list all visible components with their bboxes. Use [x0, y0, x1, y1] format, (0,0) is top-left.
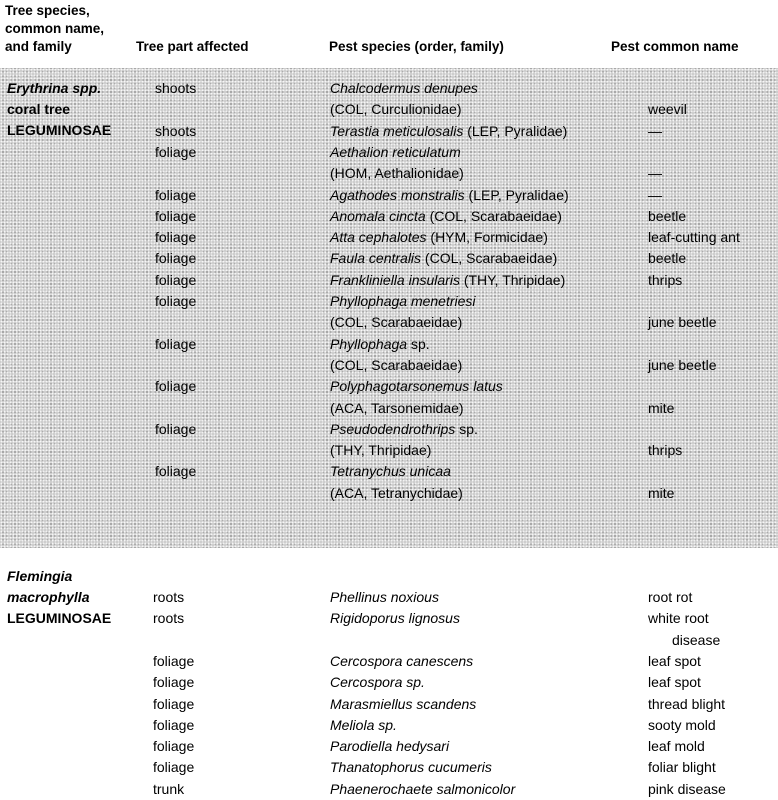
table-row — [0, 483, 778, 504]
table-row — [0, 185, 778, 206]
pest-species-name: Aethalion reticulatum — [330, 143, 461, 160]
tree-part-cell: foliage — [153, 759, 195, 776]
pest-species-cell — [330, 78, 478, 99]
pest-common-name-cell: leaf spot — [648, 674, 701, 691]
table-row — [0, 376, 778, 397]
header-pest-species: Pest species (order, family) — [329, 39, 504, 54]
table-row — [0, 398, 778, 419]
pest-common-name-cell: sooty mold — [648, 716, 716, 733]
table-row — [0, 227, 778, 248]
header-tree-species-line1: Tree species, — [5, 3, 90, 18]
pest-species-cell — [330, 461, 451, 482]
pest-common-name-cell: pink disease — [648, 780, 726, 797]
table-row — [0, 694, 778, 715]
table-row — [0, 206, 778, 227]
table-row — [0, 121, 778, 142]
pest-species-name: Atta cephalotes — [330, 229, 427, 246]
pest-common-name-cell: beetle — [648, 250, 687, 267]
pest-species-cell: Thanatophorus cucumeris — [330, 759, 492, 776]
table-row — [0, 757, 778, 778]
header-tree-species-line3: and family — [5, 39, 72, 54]
pest-species-cell — [330, 248, 557, 269]
pest-common-name-cell: foliar blight — [648, 759, 716, 776]
tree-part-cell: foliage — [155, 271, 197, 288]
table-row — [0, 779, 778, 800]
pest-species-name: Phyllophaga — [330, 335, 408, 352]
table-row — [0, 587, 778, 608]
pest-common-name-cell: beetle — [648, 207, 687, 224]
tree-part-cell: foliage — [155, 378, 197, 395]
tree-part-cell: foliage — [153, 716, 195, 733]
pest-order-family: (HYM, Formicidae) — [426, 229, 548, 246]
flemingia-species-line1: Flemingia — [7, 568, 73, 584]
pest-order-family: (THY, Thripidae) — [330, 442, 432, 459]
pest-species-cell — [330, 419, 478, 440]
pest-species-cell — [330, 355, 462, 376]
pest-order-family: (COL, Scarabaeidae) — [421, 250, 558, 267]
erythrina-common-name: coral tree — [7, 101, 71, 117]
pest-order-family: (COL, Scarabaeidae) — [330, 356, 463, 373]
tree-part-cell: foliage — [155, 335, 197, 352]
table-row — [0, 99, 778, 120]
pest-species-cell — [330, 227, 548, 248]
tree-part-cell: foliage — [155, 229, 197, 246]
pest-species-cell — [330, 270, 565, 291]
erythrina-family: LEGUMINOSAE — [7, 122, 112, 138]
tree-part-cell: foliage — [153, 695, 195, 712]
table-row — [0, 651, 778, 672]
pest-common-name-cell: — — [648, 186, 662, 203]
table-row — [0, 419, 778, 440]
header-tree-species-line2: common name, — [5, 21, 105, 36]
table-row — [0, 461, 778, 482]
tree-part-cell: foliage — [155, 186, 197, 203]
pest-order-family: (ACA, Tarsonemidae) — [330, 399, 464, 416]
header-tree-part: Tree part affected — [136, 39, 249, 54]
pest-species-cell: Phellinus noxious — [330, 589, 439, 605]
table-row — [0, 248, 778, 269]
table-row — [0, 270, 778, 291]
table-row — [0, 736, 778, 757]
pest-species-name: Polyphagotarsonemus latus — [330, 378, 503, 395]
pest-species-cell — [330, 398, 464, 419]
header-tree-species — [5, 2, 135, 56]
pest-common-name-cell: thrips — [648, 442, 683, 459]
pest-species-name: Tetranychus unicaa — [330, 463, 451, 480]
tree-part-cell: foliage — [153, 674, 195, 691]
pest-species-cell: Rigidoporus lignosus — [330, 610, 460, 627]
flemingia-family: LEGUMINOSAE — [7, 610, 112, 626]
pest-common-name-cell: mite — [648, 399, 675, 416]
pest-order-family: (HOM, Aethalionidae) — [330, 165, 464, 182]
pest-species-name: Chalcodermus denupes — [330, 80, 478, 96]
pest-common-name-cell: — — [648, 122, 662, 139]
pest-species-cell — [330, 334, 430, 355]
pest-order-family: (LEP, Pyralidae) — [464, 186, 569, 203]
tree-part-cell: foliage — [155, 420, 197, 437]
pest-common-name-cell: leaf mold — [648, 738, 705, 755]
tree-part-cell: foliage — [153, 738, 195, 755]
tree-part-cell: foliage — [155, 207, 197, 224]
pest-species-cell: Meliola sp. — [330, 716, 397, 733]
pest-species-cell — [330, 376, 503, 397]
pest-common-name-cell: thrips — [648, 271, 683, 288]
table-row — [0, 78, 778, 99]
pest-species-cell — [330, 206, 562, 227]
pest-order-family: (COL, Scarabaeidae) — [425, 207, 562, 224]
tree-part-cell: foliage — [155, 463, 197, 480]
flemingia-species-line2: macrophylla — [7, 589, 90, 605]
table-row — [0, 672, 778, 693]
table-row — [0, 440, 778, 461]
pest-order-family: (LEP, Pyralidae) — [463, 122, 568, 139]
pest-species-cell — [330, 291, 476, 312]
tree-part-cell: trunk — [153, 780, 185, 797]
table-row — [0, 355, 778, 376]
pest-common-name-cell: june beetle — [648, 314, 717, 331]
pest-common-name-cell: disease — [672, 631, 721, 648]
pest-common-name-cell: june beetle — [648, 356, 717, 373]
tree-part-cell: foliage — [155, 293, 197, 309]
tree-part-cell: foliage — [155, 250, 197, 267]
pest-common-name-cell: thread blight — [648, 695, 726, 712]
pest-species-cell — [330, 121, 567, 142]
header-pest-common: Pest common name — [611, 39, 739, 54]
pest-species-cell — [330, 312, 462, 333]
pest-species-cell — [330, 185, 569, 206]
pest-species-cell — [330, 99, 462, 120]
pest-common-name-cell: leaf spot — [648, 652, 701, 669]
pest-species-cell — [330, 163, 464, 184]
pest-species-name: Faula centralis — [330, 250, 422, 267]
pest-species-cell: Marasmiellus scandens — [330, 695, 477, 712]
pest-common-name-cell: mite — [648, 484, 675, 501]
pest-order-family: (COL, Curculionidae) — [330, 101, 462, 118]
pest-species-cell — [330, 440, 431, 461]
pest-order-family: (THY, Thripidae) — [459, 271, 566, 288]
pest-common-name-cell: weevil — [648, 101, 687, 118]
pest-order-family: (ACA, Tetranychidae) — [330, 484, 463, 501]
tree-part-cell: roots — [153, 589, 185, 605]
table-row — [0, 715, 778, 736]
pest-species-cell: Cercospora sp. — [330, 674, 425, 691]
table-row — [0, 163, 778, 184]
pest-species-name: Anomala cincta — [330, 207, 426, 224]
table-header — [0, 0, 778, 62]
tree-part-cell: roots — [153, 610, 185, 627]
table-row — [0, 291, 778, 312]
pest-order-family: sp. — [407, 335, 430, 352]
pest-species-cell: Parodiella hedysari — [330, 738, 450, 755]
pest-species-cell — [330, 142, 461, 163]
pest-species-name: Phyllophaga menetriesi — [330, 293, 476, 309]
table-row — [0, 630, 778, 651]
pest-species-name: Agathodes monstralis — [330, 186, 465, 203]
pest-order-family: sp. — [455, 420, 478, 437]
table-row — [0, 142, 778, 163]
pest-species-cell — [330, 483, 463, 504]
pest-species-name: Pseudodendrothrips — [330, 420, 456, 437]
tree-part-cell: shoots — [155, 122, 197, 139]
tree-part-cell: shoots — [155, 80, 197, 96]
pest-species-cell: Phaenerochaete salmonicolor — [330, 780, 516, 797]
pest-common-name-cell: root rot — [648, 589, 693, 605]
table-row — [0, 608, 778, 629]
pest-species-cell: Cercospora canescens — [330, 652, 474, 669]
table-row — [0, 312, 778, 333]
flemingia-species-row1 — [0, 566, 778, 587]
erythrina-species-name: Erythrina spp. — [7, 80, 102, 96]
pest-common-name-cell: white root — [648, 610, 709, 627]
pest-species-name: Frankliniella insularis — [330, 271, 460, 288]
tree-part-cell: foliage — [153, 652, 195, 669]
pest-species-name: Terastia meticulosalis — [330, 122, 464, 139]
pest-common-name-cell: leaf-cutting ant — [648, 229, 740, 246]
tree-part-cell: foliage — [155, 143, 197, 160]
pest-order-family: (COL, Scarabaeidae) — [330, 314, 463, 331]
pest-common-name-cell: — — [648, 165, 662, 182]
table-row — [0, 334, 778, 355]
